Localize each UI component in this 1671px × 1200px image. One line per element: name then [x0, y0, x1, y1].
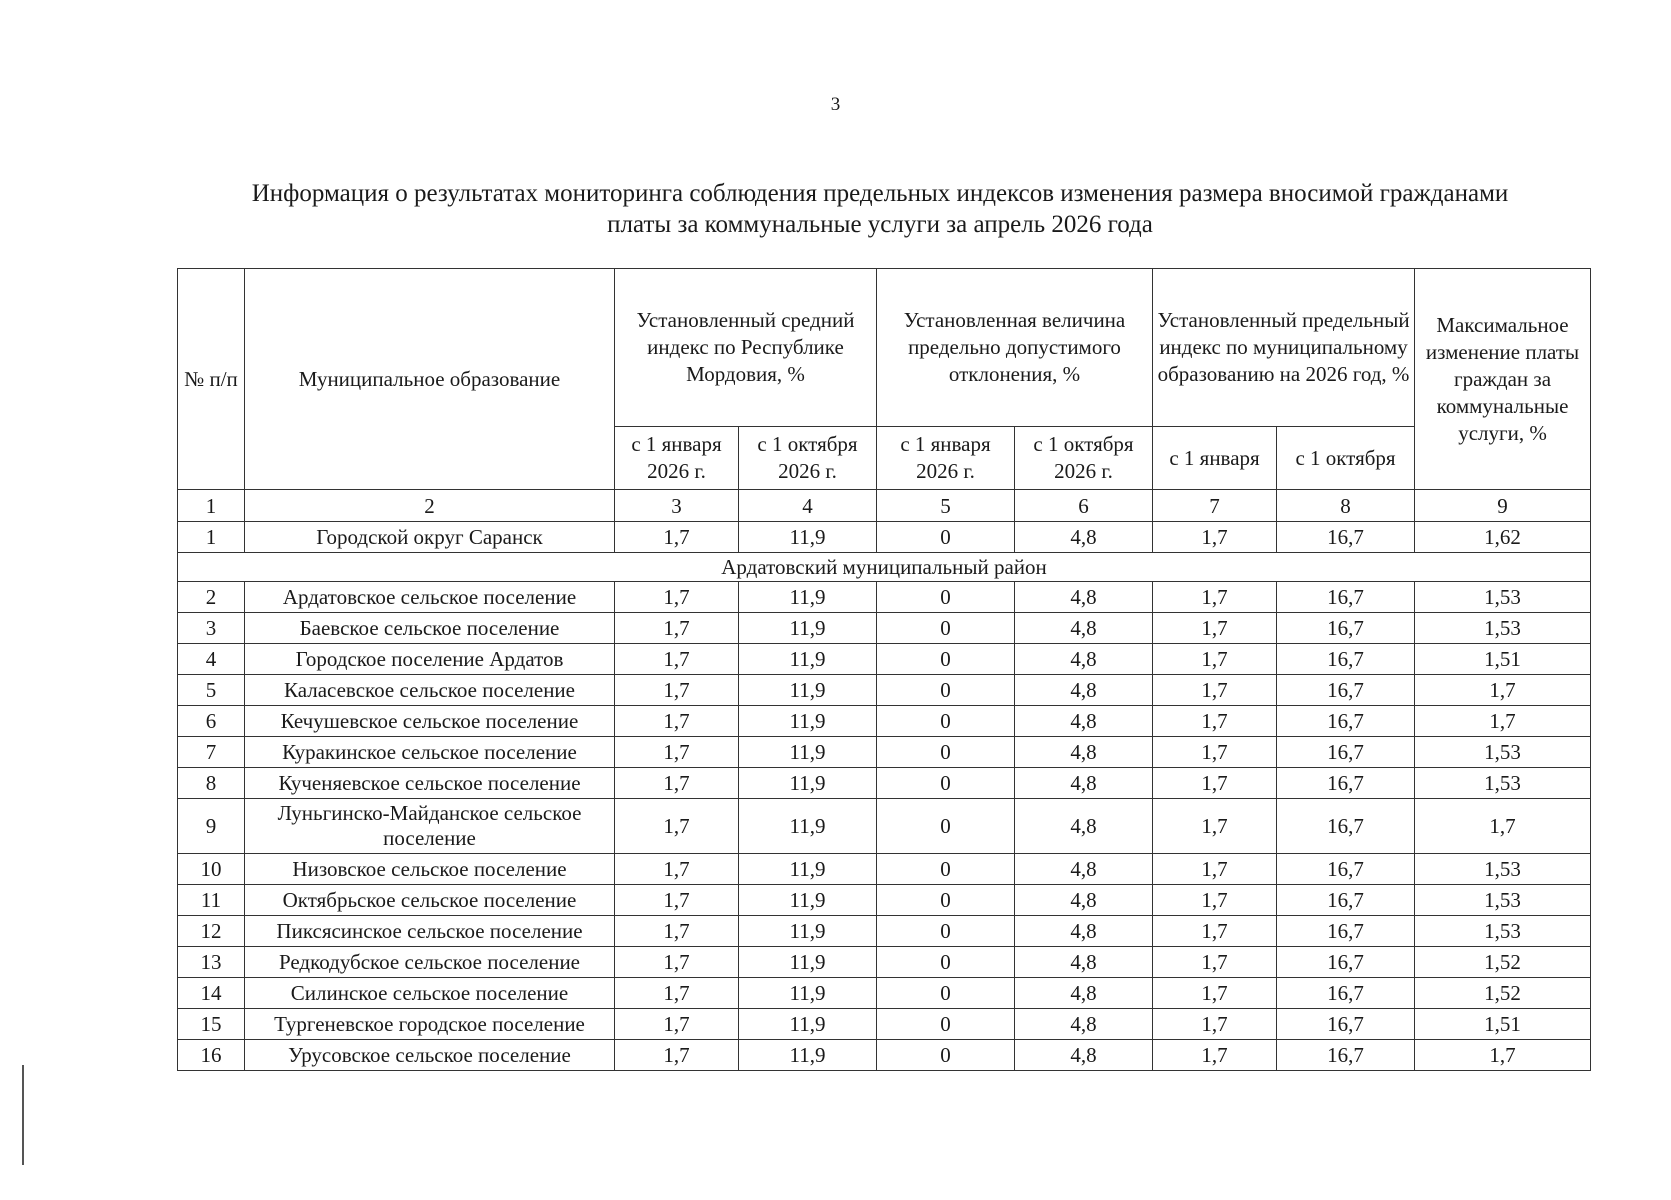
cell-avg-jan: 1,7 — [615, 582, 739, 613]
table-row — [178, 1009, 1591, 1040]
cell-avg-jan: 1,7 — [615, 706, 739, 737]
cell-name: Ардатовское сельское поселение — [245, 582, 615, 613]
cell-limit-jan: 1,7 — [1153, 644, 1277, 675]
cell-num: 7 — [178, 737, 245, 768]
cell-dev-jan: 0 — [877, 885, 1015, 916]
cell-num: 11 — [178, 885, 245, 916]
cell-dev-oct: 4,8 — [1015, 582, 1153, 613]
table-row — [178, 737, 1591, 768]
cell-dev-oct: 4,8 — [1015, 978, 1153, 1009]
cell-avg-oct: 11,9 — [739, 582, 877, 613]
cell-limit-oct: 16,7 — [1277, 675, 1415, 706]
table-row — [178, 522, 1591, 553]
cell-dev-jan: 0 — [877, 582, 1015, 613]
cell-avg-oct: 11,9 — [739, 644, 877, 675]
cell-avg-oct: 11,9 — [739, 768, 877, 799]
cell-num: 9 — [178, 799, 245, 854]
column-number-row — [178, 490, 1591, 522]
header-row-1 — [178, 269, 1591, 427]
cell-dev-jan: 0 — [877, 916, 1015, 947]
cell-max-change: 1,7 — [1415, 799, 1591, 854]
cell-avg-jan: 1,7 — [615, 522, 739, 553]
header-limit-oct: с 1 октября — [1277, 427, 1415, 490]
cell-max-change: 1,53 — [1415, 613, 1591, 644]
column-number: 8 — [1277, 490, 1415, 522]
cell-max-change: 1,53 — [1415, 737, 1591, 768]
header-deviation: Установленная величина предельно допустимого отклонения, % — [877, 269, 1153, 427]
cell-limit-jan: 1,7 — [1153, 582, 1277, 613]
column-number: 3 — [615, 490, 739, 522]
cell-num: 1 — [178, 522, 245, 553]
cell-avg-oct: 11,9 — [739, 799, 877, 854]
section-row — [178, 553, 1591, 582]
cell-limit-jan: 1,7 — [1153, 947, 1277, 978]
table-row — [178, 854, 1591, 885]
cell-name: Пиксясинское сельское поселение — [245, 916, 615, 947]
cell-limit-oct: 16,7 — [1277, 799, 1415, 854]
column-number: 9 — [1415, 490, 1591, 522]
cell-name: Октябрьское сельское поселение — [245, 885, 615, 916]
cell-name: Силинское сельское поселение — [245, 978, 615, 1009]
cell-dev-oct: 4,8 — [1015, 522, 1153, 553]
cell-avg-jan: 1,7 — [615, 1009, 739, 1040]
cell-limit-oct: 16,7 — [1277, 947, 1415, 978]
table-row — [178, 916, 1591, 947]
cell-num: 5 — [178, 675, 245, 706]
cell-limit-oct: 16,7 — [1277, 644, 1415, 675]
cell-dev-oct: 4,8 — [1015, 675, 1153, 706]
cell-max-change: 1,7 — [1415, 1040, 1591, 1071]
table-row — [178, 644, 1591, 675]
cell-num: 6 — [178, 706, 245, 737]
column-number: 4 — [739, 490, 877, 522]
header-dev-jan: с 1 января 2026 г. — [877, 427, 1015, 490]
cell-avg-oct: 11,9 — [739, 916, 877, 947]
cell-dev-jan: 0 — [877, 947, 1015, 978]
header-limit-index: Установленный предельный индекс по муниципальному образованию на 2026 год, % — [1153, 269, 1415, 427]
document-title-line-2: платы за коммунальные услуги за апрель 2026 года — [607, 211, 1153, 238]
cell-limit-oct: 16,7 — [1277, 737, 1415, 768]
cell-limit-jan: 1,7 — [1153, 885, 1277, 916]
cell-avg-jan: 1,7 — [615, 799, 739, 854]
cell-limit-jan: 1,7 — [1153, 854, 1277, 885]
cell-avg-oct: 11,9 — [739, 706, 877, 737]
cell-dev-jan: 0 — [877, 1040, 1015, 1071]
cell-limit-jan: 1,7 — [1153, 522, 1277, 553]
cell-limit-jan: 1,7 — [1153, 978, 1277, 1009]
cell-avg-jan: 1,7 — [615, 916, 739, 947]
cell-dev-jan: 0 — [877, 1009, 1015, 1040]
cell-limit-jan: 1,7 — [1153, 799, 1277, 854]
cell-limit-oct: 16,7 — [1277, 1009, 1415, 1040]
cell-name: Кученяевское сельское поселение — [245, 768, 615, 799]
document-title-line-1: Информация о результатах мониторинга соблюдения предельных индексов изменения размера вносимой гражданами — [251, 180, 1509, 207]
table-row — [178, 978, 1591, 1009]
cell-name: Городской округ Саранск — [245, 522, 615, 553]
cell-avg-oct: 11,9 — [739, 1040, 877, 1071]
table-row — [178, 613, 1591, 644]
cell-max-change: 1,62 — [1415, 522, 1591, 553]
cell-num: 16 — [178, 1040, 245, 1071]
cell-max-change: 1,53 — [1415, 916, 1591, 947]
cell-dev-jan: 0 — [877, 644, 1015, 675]
cell-avg-jan: 1,7 — [615, 1040, 739, 1071]
column-number: 6 — [1015, 490, 1153, 522]
cell-num: 13 — [178, 947, 245, 978]
cell-dev-jan: 0 — [877, 613, 1015, 644]
cell-limit-jan: 1,7 — [1153, 768, 1277, 799]
cell-max-change: 1,51 — [1415, 644, 1591, 675]
cell-name: Кечушевское сельское поселение — [245, 706, 615, 737]
cell-dev-oct: 4,8 — [1015, 854, 1153, 885]
header-name: Муниципальное образование — [245, 269, 615, 490]
cell-dev-oct: 4,8 — [1015, 737, 1153, 768]
cell-dev-jan: 0 — [877, 978, 1015, 1009]
cell-max-change: 1,52 — [1415, 978, 1591, 1009]
table-row — [178, 768, 1591, 799]
cell-limit-jan: 1,7 — [1153, 675, 1277, 706]
header-avg-index: Установленный средний индекс по Республике Мордовия, % — [615, 269, 877, 427]
cell-limit-oct: 16,7 — [1277, 522, 1415, 553]
header-limit-jan: с 1 января — [1153, 427, 1277, 490]
header-avg-jan: с 1 января 2026 г. — [615, 427, 739, 490]
cell-num: 15 — [178, 1009, 245, 1040]
cell-limit-oct: 16,7 — [1277, 854, 1415, 885]
cell-limit-jan: 1,7 — [1153, 737, 1277, 768]
cell-avg-oct: 11,9 — [739, 978, 877, 1009]
table-row — [178, 1040, 1591, 1071]
column-number: 7 — [1153, 490, 1277, 522]
cell-num: 14 — [178, 978, 245, 1009]
cell-max-change: 1,53 — [1415, 582, 1591, 613]
table-row — [178, 885, 1591, 916]
header-max-change: Максимальное изменение платы граждан за коммунальные услуги, % — [1415, 269, 1591, 490]
document-title — [175, 178, 1585, 240]
cell-limit-jan: 1,7 — [1153, 1009, 1277, 1040]
cell-avg-jan: 1,7 — [615, 854, 739, 885]
cell-limit-oct: 16,7 — [1277, 582, 1415, 613]
cell-name: Низовское сельское поселение — [245, 854, 615, 885]
cell-avg-jan: 1,7 — [615, 978, 739, 1009]
cell-name: Редкодубское сельское поселение — [245, 947, 615, 978]
cell-dev-oct: 4,8 — [1015, 613, 1153, 644]
cell-avg-oct: 11,9 — [739, 885, 877, 916]
cell-avg-oct: 11,9 — [739, 1009, 877, 1040]
cell-limit-oct: 16,7 — [1277, 916, 1415, 947]
table-row — [178, 799, 1591, 854]
cell-max-change: 1,53 — [1415, 885, 1591, 916]
cell-name: Городское поселение Ардатов — [245, 644, 615, 675]
header-num: № п/п — [178, 269, 245, 490]
cell-name: Баевское сельское поселение — [245, 613, 615, 644]
cell-max-change: 1,53 — [1415, 768, 1591, 799]
cell-num: 3 — [178, 613, 245, 644]
cell-num: 10 — [178, 854, 245, 885]
margin-line — [22, 1065, 24, 1165]
cell-avg-jan: 1,7 — [615, 675, 739, 706]
cell-dev-oct: 4,8 — [1015, 885, 1153, 916]
header-avg-oct: с 1 октября 2026 г. — [739, 427, 877, 490]
cell-name: Каласевское сельское поселение — [245, 675, 615, 706]
column-number: 2 — [245, 490, 615, 522]
cell-dev-oct: 4,8 — [1015, 644, 1153, 675]
cell-max-change: 1,7 — [1415, 675, 1591, 706]
table-row — [178, 706, 1591, 737]
cell-avg-jan: 1,7 — [615, 644, 739, 675]
cell-num: 8 — [178, 768, 245, 799]
cell-limit-jan: 1,7 — [1153, 613, 1277, 644]
cell-limit-oct: 16,7 — [1277, 978, 1415, 1009]
cell-limit-oct: 16,7 — [1277, 1040, 1415, 1071]
cell-limit-oct: 16,7 — [1277, 613, 1415, 644]
cell-dev-oct: 4,8 — [1015, 706, 1153, 737]
cell-max-change: 1,7 — [1415, 706, 1591, 737]
cell-max-change: 1,51 — [1415, 1009, 1591, 1040]
cell-limit-oct: 16,7 — [1277, 768, 1415, 799]
cell-limit-jan: 1,7 — [1153, 916, 1277, 947]
cell-limit-oct: 16,7 — [1277, 885, 1415, 916]
monitoring-table — [177, 268, 1591, 1071]
cell-avg-jan: 1,7 — [615, 885, 739, 916]
cell-name: Луньгинско-Майданское сельское поселение — [245, 799, 615, 854]
cell-avg-jan: 1,7 — [615, 737, 739, 768]
cell-limit-jan: 1,7 — [1153, 1040, 1277, 1071]
cell-avg-oct: 11,9 — [739, 854, 877, 885]
cell-avg-jan: 1,7 — [615, 947, 739, 978]
cell-dev-jan: 0 — [877, 799, 1015, 854]
table-row — [178, 582, 1591, 613]
cell-dev-jan: 0 — [877, 675, 1015, 706]
cell-avg-jan: 1,7 — [615, 768, 739, 799]
cell-name: Урусовское сельское поселение — [245, 1040, 615, 1071]
cell-max-change: 1,52 — [1415, 947, 1591, 978]
cell-avg-oct: 11,9 — [739, 737, 877, 768]
cell-dev-oct: 4,8 — [1015, 916, 1153, 947]
page-number: 3 — [830, 94, 841, 115]
cell-dev-oct: 4,8 — [1015, 799, 1153, 854]
section-title: Ардатовский муниципальный район — [178, 553, 1591, 582]
cell-num: 12 — [178, 916, 245, 947]
cell-dev-jan: 0 — [877, 768, 1015, 799]
cell-dev-jan: 0 — [877, 854, 1015, 885]
cell-dev-oct: 4,8 — [1015, 1040, 1153, 1071]
header-dev-oct: с 1 октября 2026 г. — [1015, 427, 1153, 490]
cell-avg-oct: 11,9 — [739, 947, 877, 978]
cell-dev-oct: 4,8 — [1015, 1009, 1153, 1040]
cell-avg-oct: 11,9 — [739, 613, 877, 644]
cell-max-change: 1,53 — [1415, 854, 1591, 885]
column-number: 5 — [877, 490, 1015, 522]
cell-dev-jan: 0 — [877, 706, 1015, 737]
cell-name: Куракинское сельское поселение — [245, 737, 615, 768]
cell-avg-oct: 11,9 — [739, 522, 877, 553]
cell-num: 2 — [178, 582, 245, 613]
table-row — [178, 947, 1591, 978]
cell-num: 4 — [178, 644, 245, 675]
cell-limit-oct: 16,7 — [1277, 706, 1415, 737]
cell-dev-oct: 4,8 — [1015, 947, 1153, 978]
cell-avg-jan: 1,7 — [615, 613, 739, 644]
column-number: 1 — [178, 490, 245, 522]
cell-name: Тургеневское городское поселение — [245, 1009, 615, 1040]
cell-dev-jan: 0 — [877, 737, 1015, 768]
table-row — [178, 675, 1591, 706]
rows-body — [178, 582, 1591, 1071]
cell-avg-oct: 11,9 — [739, 675, 877, 706]
cell-dev-oct: 4,8 — [1015, 768, 1153, 799]
cell-limit-jan: 1,7 — [1153, 706, 1277, 737]
cell-dev-jan: 0 — [877, 522, 1015, 553]
